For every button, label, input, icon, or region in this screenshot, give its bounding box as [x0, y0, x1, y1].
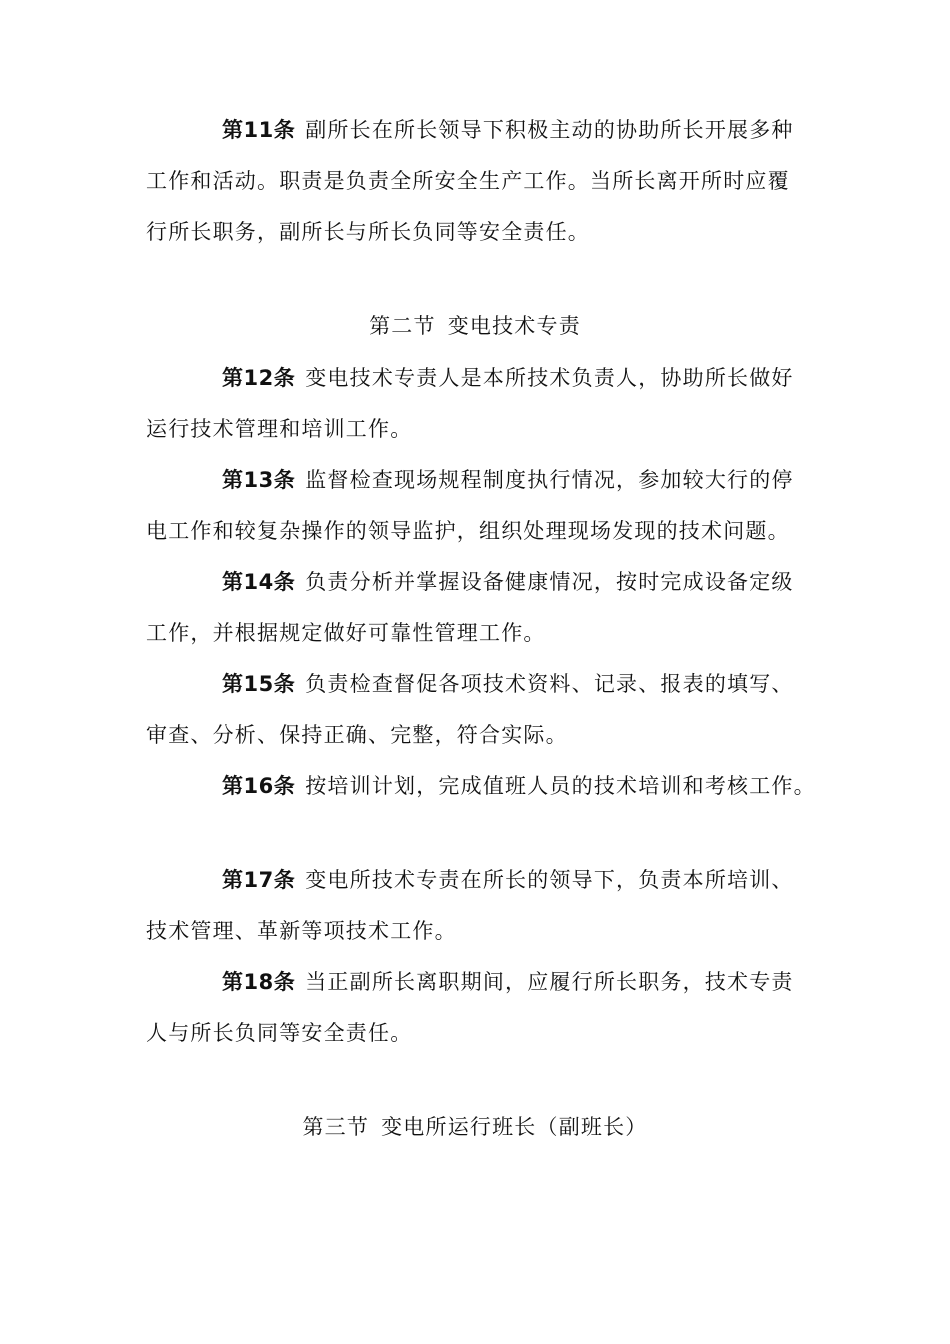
- article-15-line-1: 第15条 负责检查督促各项技术资料、记录、报表的填写、: [222, 672, 794, 696]
- article-15-line-2: 审查、分析、保持正确、完整，符合实际。: [146, 723, 568, 747]
- article-14-line-1: 第14条 负责分析并掌握设备健康情况，按时完成设备定级: [222, 570, 794, 594]
- section-heading-2: 第二节 变电技术专责: [369, 314, 581, 338]
- article-13-line-2: 电工作和较复杂操作的领导监护，组织处理现场发现的技术问题。: [146, 519, 790, 543]
- article-number: 第15条: [222, 672, 296, 696]
- article-11-line-3: 行所长职务，副所长与所长负同等安全责任。: [146, 220, 590, 244]
- article-number: 第18条: [222, 970, 296, 994]
- article-number: 第14条: [222, 570, 296, 594]
- article-13-line-1: 第13条 监督检查现场规程制度执行情况，参加较大行的停: [222, 468, 794, 492]
- section-heading-3: 第三节 变电所运行班长（副班长）: [302, 1115, 648, 1139]
- article-12-line-1: 第12条 变电技术专责人是本所技术负责人，协助所长做好: [222, 366, 794, 390]
- article-17-line-1: 第17条 变电所技术专责在所长的领导下，负责本所培训、: [222, 868, 794, 892]
- article-18-line-2: 人与所长负同等安全责任。: [146, 1021, 413, 1045]
- article-number: 第17条: [222, 868, 296, 892]
- article-11-line-1: 第11条 副所长在所长领导下积极主动的协助所长开展多种: [222, 118, 794, 142]
- article-12-line-2: 运行技术管理和培训工作。: [146, 417, 413, 441]
- article-11-line-2: 工作和活动。职责是负责全所安全生产工作。当所长离开所时应覆: [146, 169, 790, 193]
- article-number: 第13条: [222, 468, 296, 492]
- article-16-line-1: 第16条 按培训计划，完成值班人员的技术培训和考核工作。: [222, 774, 816, 798]
- article-14-line-2: 工作，并根据规定做好可靠性管理工作。: [146, 621, 546, 645]
- article-number: 第16条: [222, 774, 296, 798]
- article-18-line-1: 第18条 当正副所长离职期间，应履行所长职务，技术专责: [222, 970, 794, 994]
- article-17-line-2: 技术管理、革新等项技术工作。: [146, 919, 457, 943]
- article-number: 第12条: [222, 366, 296, 390]
- article-number: 第11条: [222, 118, 296, 142]
